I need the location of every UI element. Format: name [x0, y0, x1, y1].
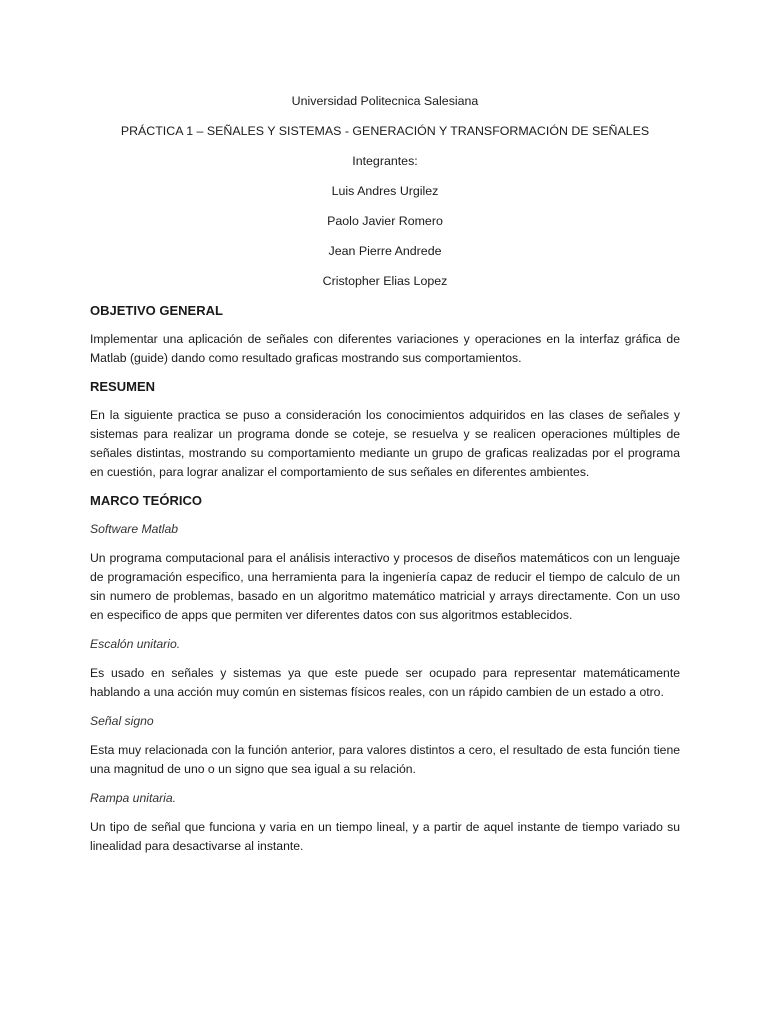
member-name: Jean Pierre Andrede — [328, 244, 442, 258]
subsection-title: Rampa unitaria. — [90, 791, 177, 805]
subsection-paragraph: Es usado en señales y sistemas ya que este puede ser ocupado para representar matemáticamente hablando a una acción muy común en sistemas físicos reales, con un rápido cambien de un estado a otro. — [90, 666, 680, 699]
section-heading-marco: MARCO TEÓRICO — [90, 493, 202, 508]
subsection-title: Escalón unitario. — [90, 637, 181, 651]
member-name: Paolo Javier Romero — [327, 214, 443, 228]
member-name: Luis Andres Urgilez — [331, 184, 439, 198]
subsection-paragraph: Un tipo de señal que funciona y varia en un tiempo lineal, y a partir de aquel instante de tiempo variado su linealidad para desactivarse al instante. — [90, 820, 680, 853]
members-label: Integrantes: — [352, 154, 418, 168]
practice-title: PRÁCTICA 1 – SEÑALES Y SISTEMAS - GENERACIÓN Y TRANSFORMACIÓN DE SEÑALES — [120, 124, 650, 138]
section-heading-resumen: RESUMEN — [90, 379, 156, 394]
subsection-paragraph: Un programa computacional para el análisis interactivo y procesos de diseños matemáticos con un lenguaje de programación especifico, una herramienta para la ingeniería capaz de reducir el tiempo de calculo de un sin numero de problemas, basado en un algoritmo matemático matricial y arrays directamente. Con un uso en especifico de apps que permiten ver diferentes datos con sus algoritmos establecidos. — [90, 551, 680, 622]
paragraph-objetivo: Implementar una aplicación de señales con diferentes variaciones y operaciones en la interfaz gráfica de Matlab (guide) dando como resultado graficas mostrando sus comportamientos. — [90, 332, 680, 365]
member-name: Cristopher Elias Lopez — [322, 274, 448, 288]
subsection-title: Señal signo — [90, 714, 154, 728]
university-name: Universidad Politecnica Salesiana — [291, 94, 479, 108]
subsection-paragraph: Esta muy relacionada con la función anterior, para valores distintos a cero, el resultado de esta función tiene una magnitud de uno o un signo que sea igual a su relación. — [90, 743, 680, 776]
paragraph-resumen: En la siguiente practica se puso a consideración los conocimientos adquiridos en las clases de señales y sistemas para realizar un programa donde se coteje, se resuelva y se realicen operaciones múltiples de señales distintas, mostrando su comportamiento mediante un grupo de graficas realizadas por el programa en cuestión, para lograr analizar el comportamiento de sus señales en diferentes ambientes. — [90, 408, 680, 479]
subsection-title: Software Matlab — [90, 522, 179, 536]
section-heading-objetivo: OBJETIVO GENERAL — [90, 303, 223, 318]
